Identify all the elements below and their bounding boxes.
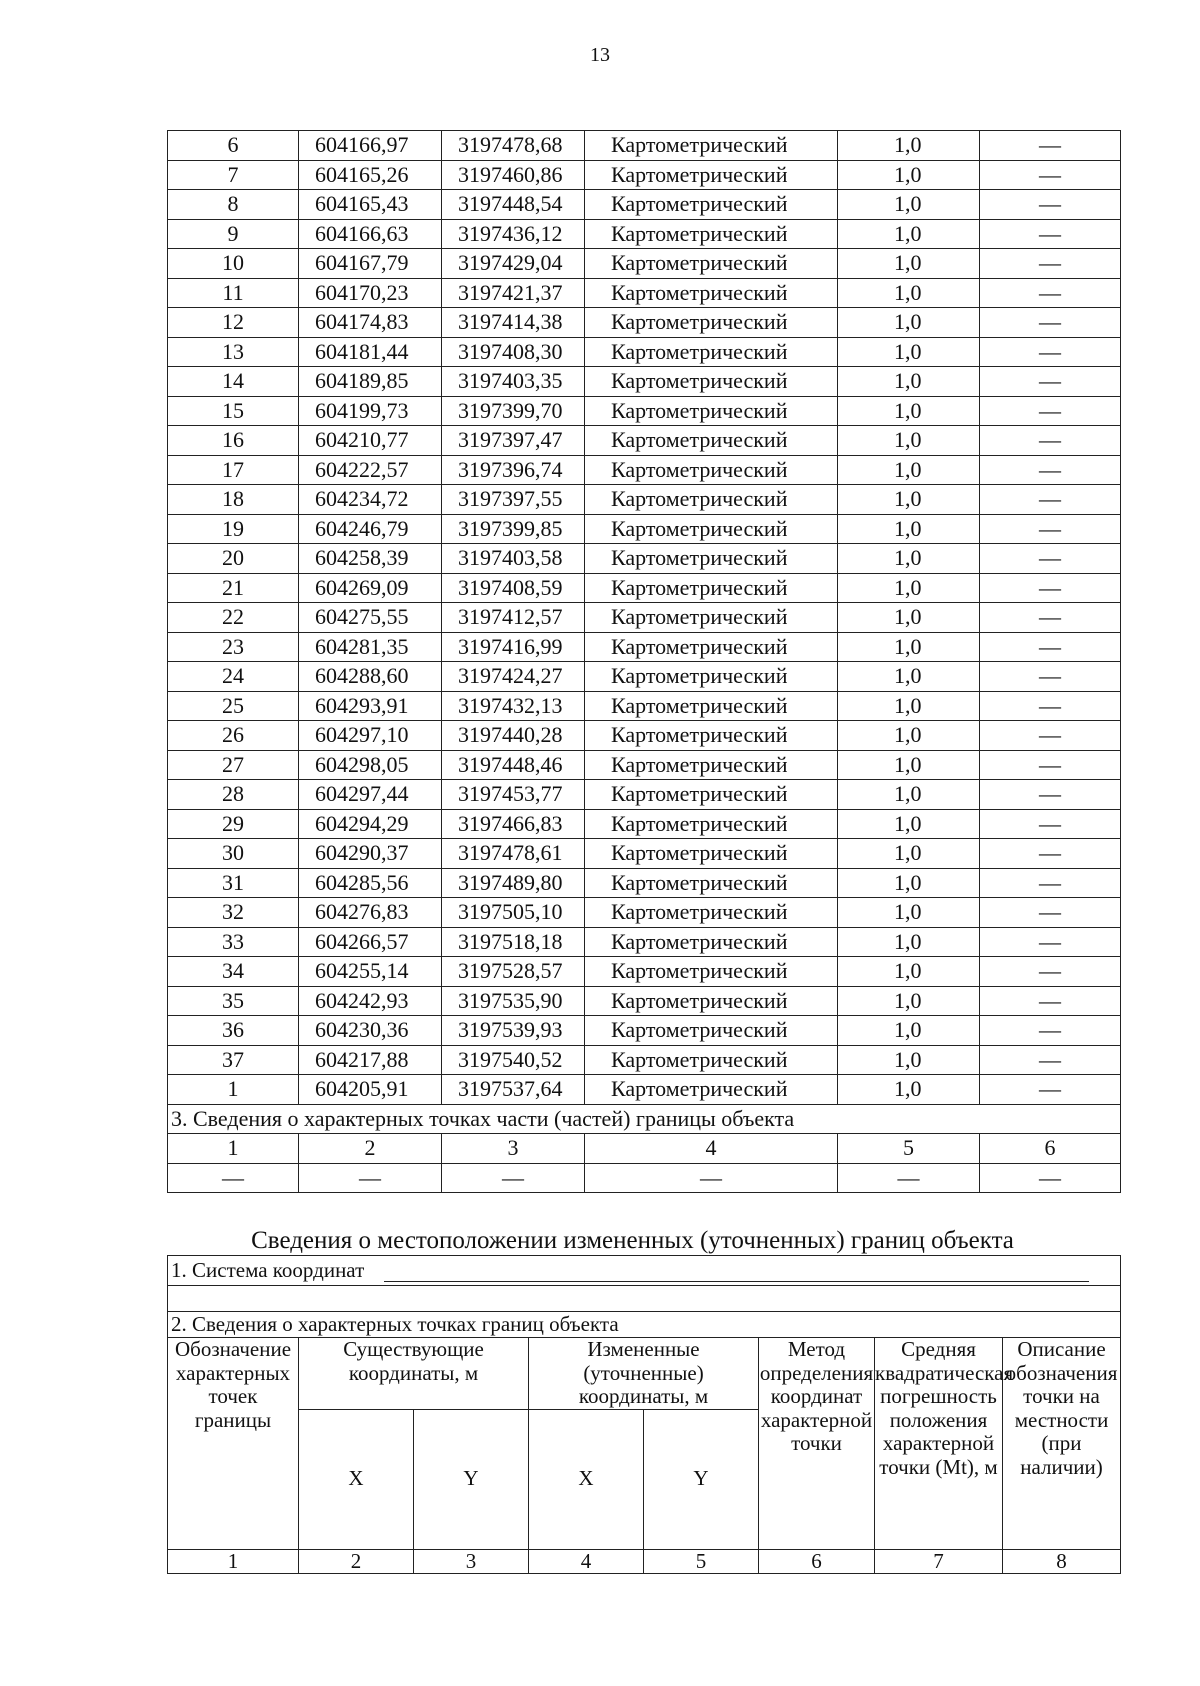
column-number: 6	[759, 1549, 875, 1574]
header-existing-x: X	[299, 1409, 414, 1549]
description-cell: —	[980, 868, 1121, 898]
error-cell: 1,0	[838, 396, 980, 426]
description-cell: —	[980, 780, 1121, 810]
method-cell: Картометрический	[585, 632, 838, 662]
column-number: 3	[442, 1134, 585, 1164]
column-number: 1	[168, 1549, 299, 1574]
error-cell: 1,0	[838, 809, 980, 839]
error-cell: 1,0	[838, 839, 980, 869]
column-number: 3	[414, 1549, 529, 1574]
dash-cell: —	[299, 1163, 442, 1193]
method-cell: Картометрический	[585, 868, 838, 898]
table-row	[168, 426, 1121, 456]
table-row	[168, 868, 1121, 898]
error-cell: 1,0	[838, 691, 980, 721]
method-cell: Картометрический	[585, 957, 838, 987]
x-coord-cell: 604234,72	[299, 485, 442, 515]
x-coord-cell: 604230,36	[299, 1016, 442, 1046]
error-cell: 1,0	[838, 160, 980, 190]
method-cell: Картометрический	[585, 839, 838, 869]
x-coord-cell: 604288,60	[299, 662, 442, 692]
description-cell: —	[980, 249, 1121, 279]
column-number: 1	[168, 1134, 299, 1164]
description-cell: —	[980, 927, 1121, 957]
blank-row	[168, 1286, 1121, 1312]
point-number-cell: 31	[168, 868, 299, 898]
error-cell: 1,0	[838, 455, 980, 485]
description-cell: —	[980, 662, 1121, 692]
y-coord-cell: 3197448,54	[442, 190, 585, 220]
description-cell: —	[980, 721, 1121, 751]
error-cell: 1,0	[838, 544, 980, 574]
x-coord-cell: 604181,44	[299, 337, 442, 367]
method-cell: Картометрический	[585, 396, 838, 426]
boundary-points-table	[167, 130, 1121, 1193]
table-row	[168, 485, 1121, 515]
header-error: Средняя квадратическая погрешность положения характерной точки (Mt), м	[875, 1338, 1003, 1550]
y-coord-cell: 3197537,64	[442, 1075, 585, 1105]
point-number-cell: 36	[168, 1016, 299, 1046]
table-row	[168, 898, 1121, 928]
x-coord-cell: 604255,14	[299, 957, 442, 987]
description-cell: —	[980, 986, 1121, 1016]
table-row	[168, 750, 1121, 780]
method-cell: Картометрический	[585, 308, 838, 338]
method-cell: Картометрический	[585, 721, 838, 751]
error-cell: 1,0	[838, 603, 980, 633]
coord-system-blank	[384, 1261, 1089, 1282]
point-number-cell: 1	[168, 1075, 299, 1105]
section3-numbers-row	[168, 1134, 1121, 1164]
point-number-cell: 29	[168, 809, 299, 839]
section3-title-row	[168, 1104, 1121, 1134]
error-cell: 1,0	[838, 219, 980, 249]
point-number-cell: 23	[168, 632, 299, 662]
description-cell: —	[980, 514, 1121, 544]
error-cell: 1,0	[838, 249, 980, 279]
dash-cell: —	[168, 1163, 299, 1193]
description-cell: —	[980, 455, 1121, 485]
point-number-cell: 16	[168, 426, 299, 456]
x-coord-cell: 604285,56	[299, 868, 442, 898]
error-cell: 1,0	[838, 750, 980, 780]
table-row	[168, 249, 1121, 279]
error-cell: 1,0	[838, 367, 980, 397]
error-cell: 1,0	[838, 426, 980, 456]
y-coord-cell: 3197535,90	[442, 986, 585, 1016]
error-cell: 1,0	[838, 190, 980, 220]
description-cell: —	[980, 308, 1121, 338]
error-cell: 1,0	[838, 1075, 980, 1105]
point-number-cell: 28	[168, 780, 299, 810]
point-number-cell: 13	[168, 337, 299, 367]
description-cell: —	[980, 337, 1121, 367]
y-coord-cell: 3197478,61	[442, 839, 585, 869]
error-cell: 1,0	[838, 514, 980, 544]
method-cell: Картометрический	[585, 160, 838, 190]
method-cell: Картометрический	[585, 1075, 838, 1105]
table-row	[168, 1045, 1121, 1075]
table-row	[168, 691, 1121, 721]
section-title: Сведения о местоположении измененных (уточненных) границ объекта	[251, 1227, 1014, 1254]
y-coord-cell: 3197436,12	[442, 219, 585, 249]
section3-dash-row	[168, 1163, 1121, 1193]
dash-cell: —	[980, 1163, 1121, 1193]
y-coord-cell: 3197408,59	[442, 573, 585, 603]
header-method: Метод определения координат характерной точки	[759, 1338, 875, 1550]
header-changed-x: X	[529, 1409, 644, 1549]
error-cell: 1,0	[838, 337, 980, 367]
header-designation: Обозначение характерных точек границы	[168, 1338, 299, 1550]
x-coord-cell: 604266,57	[299, 927, 442, 957]
error-cell: 1,0	[838, 927, 980, 957]
column-number: 4	[585, 1134, 838, 1164]
header-existing-y: Y	[414, 1409, 529, 1549]
description-cell: —	[980, 131, 1121, 161]
table-row	[168, 455, 1121, 485]
point-number-cell: 22	[168, 603, 299, 633]
description-cell: —	[980, 219, 1121, 249]
header-description: Описание обозначения точки на местности (при наличии)	[1003, 1338, 1121, 1550]
table-row	[168, 839, 1121, 869]
y-coord-cell: 3197432,13	[442, 691, 585, 721]
error-cell: 1,0	[838, 986, 980, 1016]
description-cell: —	[980, 1045, 1121, 1075]
error-cell: 1,0	[838, 898, 980, 928]
table-row	[168, 1016, 1121, 1046]
table-row	[168, 957, 1121, 987]
x-coord-cell: 604294,29	[299, 809, 442, 839]
error-cell: 1,0	[838, 131, 980, 161]
y-coord-cell: 3197528,57	[442, 957, 585, 987]
method-cell: Картометрический	[585, 249, 838, 279]
y-coord-cell: 3197518,18	[442, 927, 585, 957]
description-cell: —	[980, 544, 1121, 574]
table-row	[168, 131, 1121, 161]
column-number: 5	[644, 1549, 759, 1574]
method-cell: Картометрический	[585, 691, 838, 721]
x-coord-cell: 604276,83	[299, 898, 442, 928]
column-number: 5	[838, 1134, 980, 1164]
description-cell: —	[980, 809, 1121, 839]
x-coord-cell: 604199,73	[299, 396, 442, 426]
point-number-cell: 17	[168, 455, 299, 485]
table-row	[168, 190, 1121, 220]
method-cell: Картометрический	[585, 190, 838, 220]
table-row	[168, 927, 1121, 957]
description-cell: —	[980, 426, 1121, 456]
method-cell: Картометрический	[585, 455, 838, 485]
method-cell: Картометрический	[585, 603, 838, 633]
point-number-cell: 32	[168, 898, 299, 928]
method-cell: Картометрический	[585, 780, 838, 810]
y-coord-cell: 3197412,57	[442, 603, 585, 633]
description-cell: —	[980, 632, 1121, 662]
point-number-cell: 35	[168, 986, 299, 1016]
method-cell: Картометрический	[585, 662, 838, 692]
points-title: 2. Сведения о характерных точках границ объекта	[168, 1312, 1121, 1338]
point-number-cell: 30	[168, 839, 299, 869]
column-number: 2	[299, 1549, 414, 1574]
description-cell: —	[980, 160, 1121, 190]
y-coord-cell: 3197399,70	[442, 396, 585, 426]
error-cell: 1,0	[838, 632, 980, 662]
x-coord-cell: 604242,93	[299, 986, 442, 1016]
error-cell: 1,0	[838, 662, 980, 692]
point-number-cell: 37	[168, 1045, 299, 1075]
method-cell: Картометрический	[585, 278, 838, 308]
method-cell: Картометрический	[585, 219, 838, 249]
method-cell: Картометрический	[585, 573, 838, 603]
x-coord-cell: 604174,83	[299, 308, 442, 338]
point-number-cell: 20	[168, 544, 299, 574]
description-cell: —	[980, 396, 1121, 426]
y-coord-cell: 3197460,86	[442, 160, 585, 190]
point-number-cell: 8	[168, 190, 299, 220]
table-row	[168, 396, 1121, 426]
x-coord-cell: 604258,39	[299, 544, 442, 574]
coord-system-label: 1. Система координат	[171, 1257, 365, 1282]
method-cell: Картометрический	[585, 986, 838, 1016]
y-coord-cell: 3197416,99	[442, 632, 585, 662]
y-coord-cell: 3197403,35	[442, 367, 585, 397]
error-cell: 1,0	[838, 308, 980, 338]
method-cell: Картометрический	[585, 426, 838, 456]
x-coord-cell: 604210,77	[299, 426, 442, 456]
table-row	[168, 278, 1121, 308]
method-cell: Картометрический	[585, 750, 838, 780]
point-number-cell: 12	[168, 308, 299, 338]
point-number-cell: 10	[168, 249, 299, 279]
y-coord-cell: 3197408,30	[442, 337, 585, 367]
table-row	[168, 662, 1121, 692]
description-cell: —	[980, 367, 1121, 397]
method-cell: Картометрический	[585, 809, 838, 839]
error-cell: 1,0	[838, 957, 980, 987]
section3-title: 3. Сведения о характерных точках части (частей) границы объекта	[168, 1104, 1121, 1134]
table-row	[168, 780, 1121, 810]
y-coord-cell: 3197429,04	[442, 249, 585, 279]
y-coord-cell: 3197453,77	[442, 780, 585, 810]
y-coord-cell: 3197505,10	[442, 898, 585, 928]
boundary-points-body	[168, 131, 1121, 1193]
header-changed-y: Y	[644, 1409, 759, 1549]
table-row	[168, 367, 1121, 397]
x-coord-cell: 604269,09	[299, 573, 442, 603]
x-coord-cell: 604217,88	[299, 1045, 442, 1075]
x-coord-cell: 604166,63	[299, 219, 442, 249]
x-coord-cell: 604165,43	[299, 190, 442, 220]
error-cell: 1,0	[838, 780, 980, 810]
y-coord-cell: 3197478,68	[442, 131, 585, 161]
x-coord-cell: 604297,44	[299, 780, 442, 810]
method-cell: Картометрический	[585, 337, 838, 367]
table-row	[168, 337, 1121, 367]
table-row	[168, 308, 1121, 338]
point-number-cell: 25	[168, 691, 299, 721]
x-coord-cell: 604165,26	[299, 160, 442, 190]
error-cell: 1,0	[838, 485, 980, 515]
x-coord-cell: 604246,79	[299, 514, 442, 544]
column-number: 8	[1003, 1549, 1121, 1574]
y-coord-cell: 3197396,74	[442, 455, 585, 485]
method-cell: Картометрический	[585, 131, 838, 161]
method-cell: Картометрический	[585, 544, 838, 574]
point-number-cell: 33	[168, 927, 299, 957]
point-number-cell: 15	[168, 396, 299, 426]
table-row	[168, 544, 1121, 574]
table-row	[168, 1075, 1121, 1105]
description-cell: —	[980, 957, 1121, 987]
point-number-cell: 21	[168, 573, 299, 603]
point-number-cell: 27	[168, 750, 299, 780]
table-row	[168, 160, 1121, 190]
point-number-cell: 7	[168, 160, 299, 190]
table-row	[168, 573, 1121, 603]
point-number-cell: 26	[168, 721, 299, 751]
description-cell: —	[980, 485, 1121, 515]
description-cell: —	[980, 1016, 1121, 1046]
description-cell: —	[980, 190, 1121, 220]
point-number-cell: 18	[168, 485, 299, 515]
column-number: 2	[299, 1134, 442, 1164]
y-coord-cell: 3197403,58	[442, 544, 585, 574]
x-coord-cell: 604170,23	[299, 278, 442, 308]
y-coord-cell: 3197448,46	[442, 750, 585, 780]
changed-boundaries-table	[167, 1255, 1121, 1574]
point-number-cell: 34	[168, 957, 299, 987]
point-number-cell: 9	[168, 219, 299, 249]
y-coord-cell: 3197397,47	[442, 426, 585, 456]
error-cell: 1,0	[838, 1045, 980, 1075]
column-number: 4	[529, 1549, 644, 1574]
description-cell: —	[980, 573, 1121, 603]
x-coord-cell: 604298,05	[299, 750, 442, 780]
method-cell: Картометрический	[585, 485, 838, 515]
x-coord-cell: 604293,91	[299, 691, 442, 721]
x-coord-cell: 604281,35	[299, 632, 442, 662]
y-coord-cell: 3197399,85	[442, 514, 585, 544]
table-row	[168, 986, 1121, 1016]
column-numbers-row	[168, 1549, 1121, 1574]
y-coord-cell: 3197466,83	[442, 809, 585, 839]
table-row	[168, 219, 1121, 249]
table-row	[168, 632, 1121, 662]
point-number-cell: 6	[168, 131, 299, 161]
point-number-cell: 11	[168, 278, 299, 308]
method-cell: Картометрический	[585, 514, 838, 544]
x-coord-cell: 604205,91	[299, 1075, 442, 1105]
method-cell: Картометрический	[585, 927, 838, 957]
x-coord-cell: 604275,55	[299, 603, 442, 633]
table-row	[168, 721, 1121, 751]
point-number-cell: 19	[168, 514, 299, 544]
method-cell: Картометрический	[585, 898, 838, 928]
dash-cell: —	[838, 1163, 980, 1193]
y-coord-cell: 3197539,93	[442, 1016, 585, 1046]
error-cell: 1,0	[838, 868, 980, 898]
description-cell: —	[980, 750, 1121, 780]
header-changed: Измененные (уточненные) координаты, м	[529, 1338, 759, 1410]
error-cell: 1,0	[838, 721, 980, 751]
table-row	[168, 809, 1121, 839]
method-cell: Картометрический	[585, 1045, 838, 1075]
y-coord-cell: 3197397,55	[442, 485, 585, 515]
description-cell: —	[980, 691, 1121, 721]
method-cell: Картометрический	[585, 1016, 838, 1046]
dash-cell: —	[442, 1163, 585, 1193]
dash-cell: —	[585, 1163, 838, 1193]
page-number: 13	[590, 44, 610, 66]
table-row	[168, 514, 1121, 544]
description-cell: —	[980, 278, 1121, 308]
y-coord-cell: 3197540,52	[442, 1045, 585, 1075]
y-coord-cell: 3197421,37	[442, 278, 585, 308]
y-coord-cell: 3197414,38	[442, 308, 585, 338]
x-coord-cell: 604167,79	[299, 249, 442, 279]
x-coord-cell: 604297,10	[299, 721, 442, 751]
description-cell: —	[980, 898, 1121, 928]
x-coord-cell: 604166,97	[299, 131, 442, 161]
y-coord-cell: 3197424,27	[442, 662, 585, 692]
x-coord-cell: 604222,57	[299, 455, 442, 485]
column-number: 6	[980, 1134, 1121, 1164]
x-coord-cell: 604290,37	[299, 839, 442, 869]
description-cell: —	[980, 603, 1121, 633]
x-coord-cell: 604189,85	[299, 367, 442, 397]
description-cell: —	[980, 1075, 1121, 1105]
error-cell: 1,0	[838, 278, 980, 308]
description-cell: —	[980, 839, 1121, 869]
method-cell: Картометрический	[585, 367, 838, 397]
coord-system-row	[168, 1256, 1121, 1286]
column-number: 7	[875, 1549, 1003, 1574]
y-coord-cell: 3197440,28	[442, 721, 585, 751]
y-coord-cell: 3197489,80	[442, 868, 585, 898]
table-row	[168, 603, 1121, 633]
error-cell: 1,0	[838, 1016, 980, 1046]
header-existing: Существующие координаты, м	[299, 1338, 529, 1410]
point-number-cell: 14	[168, 367, 299, 397]
error-cell: 1,0	[838, 573, 980, 603]
point-number-cell: 24	[168, 662, 299, 692]
